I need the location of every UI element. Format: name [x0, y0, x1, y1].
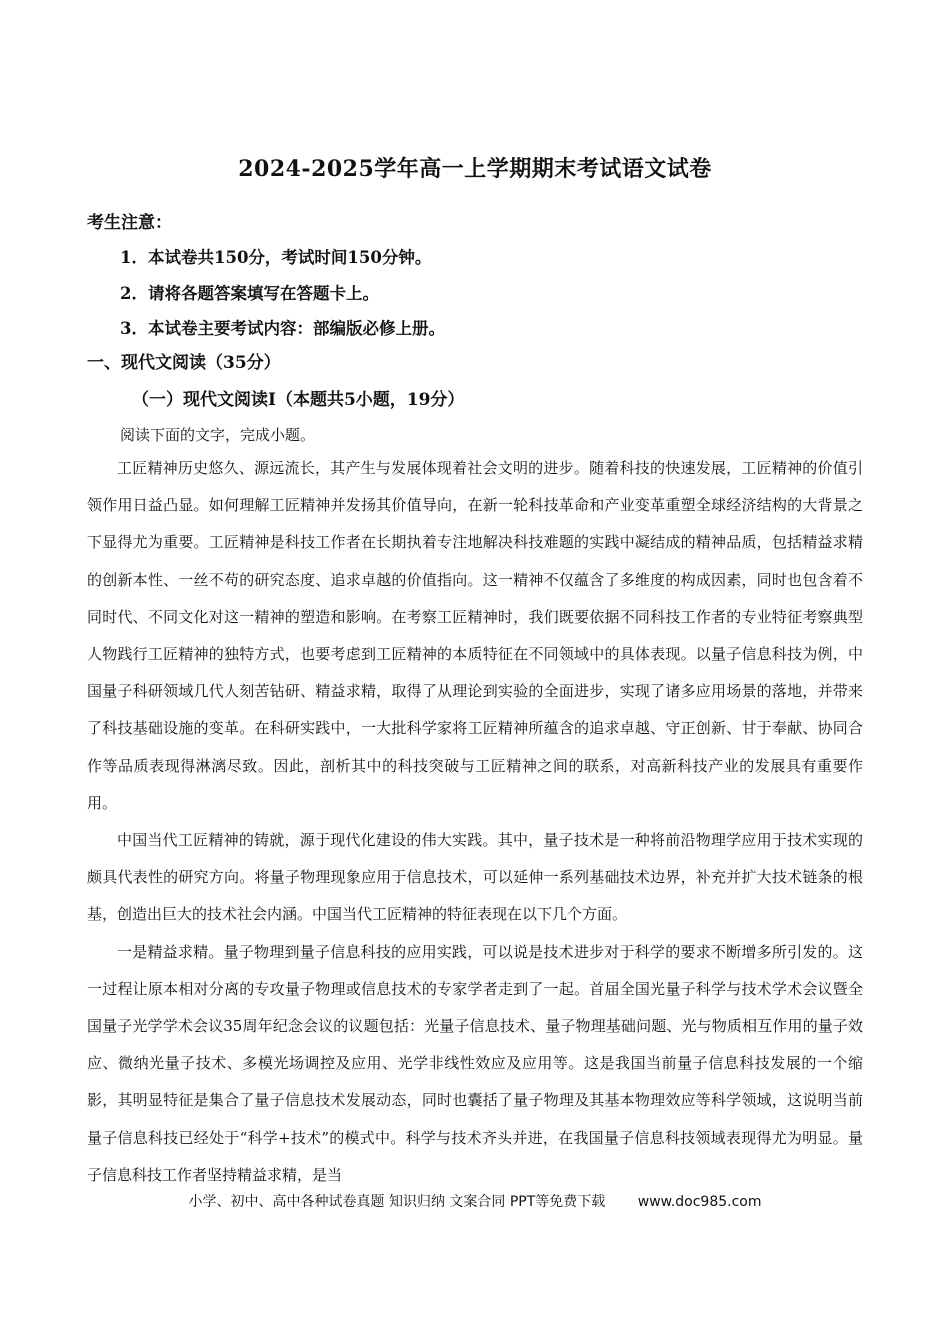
notice-item-2: 2．请将各题答案填写在答题卡上。: [120, 284, 379, 303]
exam-title: 2024-2025学年高一上学期期末考试语文试卷: [238, 156, 712, 182]
footer-text: 小学、初中、高中各种试卷真题 知识归纳 文案合同 PPT等免费下载: [188, 1194, 606, 1210]
subsection-heading: （一）现代文阅读Ⅰ（本题共5小题，19分）: [132, 390, 465, 410]
page-footer: [0, 1191, 950, 1211]
footer-site-link[interactable]: www.doc985.com: [637, 1194, 762, 1210]
section-heading: 一、现代文阅读（35分）: [87, 353, 281, 373]
passage-paragraph-3: 一是精益求精。量子物理到量子信息科技的应用实践，可以说是技术进步对于科学的要求不断增多所引发的。这一过程让原本相对分离的专攻量子物理或信息技术的专家学者走到了一起。首届全国光量子科学与技术学术会议暨全国量子光学学术会议35周年纪念会议的议题包括：光量子信息技术、量子物理基础问题、光与物质相互作用的量子效应、微纳光量子技术、多模光场调控及应用、光学非线性效应及应用等。这是我国当前量子信息科技发展的一个缩影，其明显特征是集合了量子信息技术发展动态，同时也囊括了量子物理及其基本物理效应等科学领域，这说明当前量子信息科技已经处于“科学+技术”的模式中。科学与技术齐头并进，在我国量子信息科技领域表现得尤为明显。量子信息科技工作者坚持精益求精，是当: [87, 942, 863, 1184]
passage-body: [87, 450, 863, 1194]
notice-item-1: 1．本试卷共150分，考试时间150分钟。: [120, 248, 432, 267]
notice-heading: 考生注意：: [87, 213, 172, 233]
passage-paragraph-1: 工匠精神历史悠久、源远流长，其产生与发展体现着社会文明的进步。随着科技的快速发展，工匠精神的价值引领作用日益凸显。如何理解工匠精神并发扬其价值导向，在新一轮科技革命和产业变革重塑全球经济结构的大背景之下显得尤为重要。工匠精神是科技工作者在长期执着专注地解决科技难题的实践中凝结成的精神品质，包括精益求精的创新本性、一丝不苟的研究态度、追求卓越的价值指向。这一精神不仅蕴含了多维度的构成因素，同时也包含着不同时代、不同文化对这一精神的塑造和影响。在考察工匠精神时，我们既要依据不同科技工作者的专业特征考察典型人物践行工匠精神的独特方式，也要考虑到工匠精神的本质特征在不同领域中的具体表现。以量子信息科技为例，中国量子科研领域几代人刻苦钻研、精益求精，取得了从理论到实验的全面进步，实现了诸多应用场景的落地，并带来了科技基础设施的变革。在科研实践中，一大批科学家将工匠精神所蕴含的追求卓越、守正创新、甘于奉献、协同合作等品质表现得淋漓尽致。因此，剖析其中的科技突破与工匠精神之间的联系，对高新科技产业的发展具有重要作用。: [87, 459, 863, 812]
notice-item-3: 3．本试卷主要考试内容：部编版必修上册。: [120, 319, 445, 338]
passage-paragraph-2: 中国当代工匠精神的铸就，源于现代化建设的伟大实践。其中，量子技术是一种将前沿物理学应用于技术实现的颇具代表性的研究方向。将量子物理现象应用于信息技术，可以延伸一系列基础技术边界，补充并扩大技术链条的根基，创造出巨大的技术社会内涵。中国当代工匠精神的特征表现在以下几个方面。: [87, 831, 863, 924]
reading-instruction: 阅读下面的文字，完成小题。: [120, 426, 316, 444]
